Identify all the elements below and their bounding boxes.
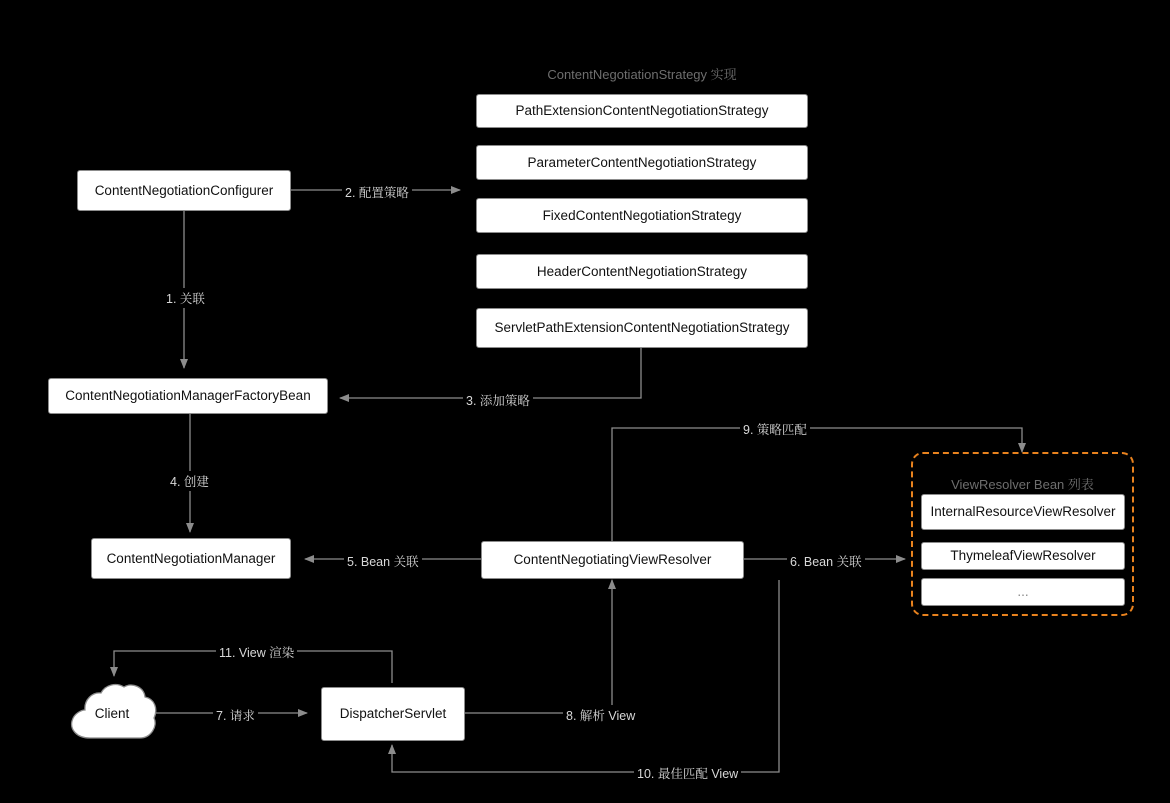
viewresolver-group-title: ViewResolver Bean 列表 [951,477,1094,492]
node-more-view-resolvers[interactable]: ... [921,578,1125,606]
edge-label-7: 7. 请求 [213,705,258,725]
client-label: Client [94,705,130,721]
edge-label-9: 9. 策略匹配 [740,419,810,439]
node-client[interactable] [66,676,158,750]
node-content-negotiation-manager-factory-bean[interactable]: ContentNegotiationManagerFactoryBean [48,378,328,414]
strategy-group-title: ContentNegotiationStrategy 实现 [547,67,737,82]
edge-label-5: 5. Bean 关联 [344,551,422,571]
node-header-strategy[interactable]: HeaderContentNegotiationStrategy [476,254,808,289]
node-content-negotiation-manager[interactable]: ContentNegotiationManager [91,538,291,579]
edge-label-11: 11. View 渲染 [216,642,297,662]
edge-label-8: 8. 解析 View [563,705,638,725]
node-servlet-path-extension-strategy[interactable]: ServletPathExtensionContentNegotiationStrategy [476,308,808,348]
node-dispatcher-servlet[interactable]: DispatcherServlet [321,687,465,741]
node-internal-resource-view-resolver[interactable]: InternalResourceViewResolver [921,494,1125,530]
node-path-extension-strategy[interactable]: PathExtensionContentNegotiationStrategy [476,94,808,128]
edge-label-2: 2. 配置策略 [342,182,412,202]
edge-label-6: 6. Bean 关联 [787,551,865,571]
edge-label-10: 10. 最佳匹配 View [634,763,741,783]
edge-label-4: 4. 创建 [167,471,212,491]
node-content-negotiating-view-resolver[interactable]: ContentNegotiatingViewResolver [481,541,744,579]
node-thymeleaf-view-resolver[interactable]: ThymeleafViewResolver [921,542,1125,570]
edge-label-3: 3. 添加策略 [463,390,533,410]
node-fixed-strategy[interactable]: FixedContentNegotiationStrategy [476,198,808,233]
node-content-negotiation-configurer[interactable]: ContentNegotiationConfigurer [77,170,291,211]
node-parameter-strategy[interactable]: ParameterContentNegotiationStrategy [476,145,808,180]
edge-label-1: 1. 关联 [163,288,208,308]
